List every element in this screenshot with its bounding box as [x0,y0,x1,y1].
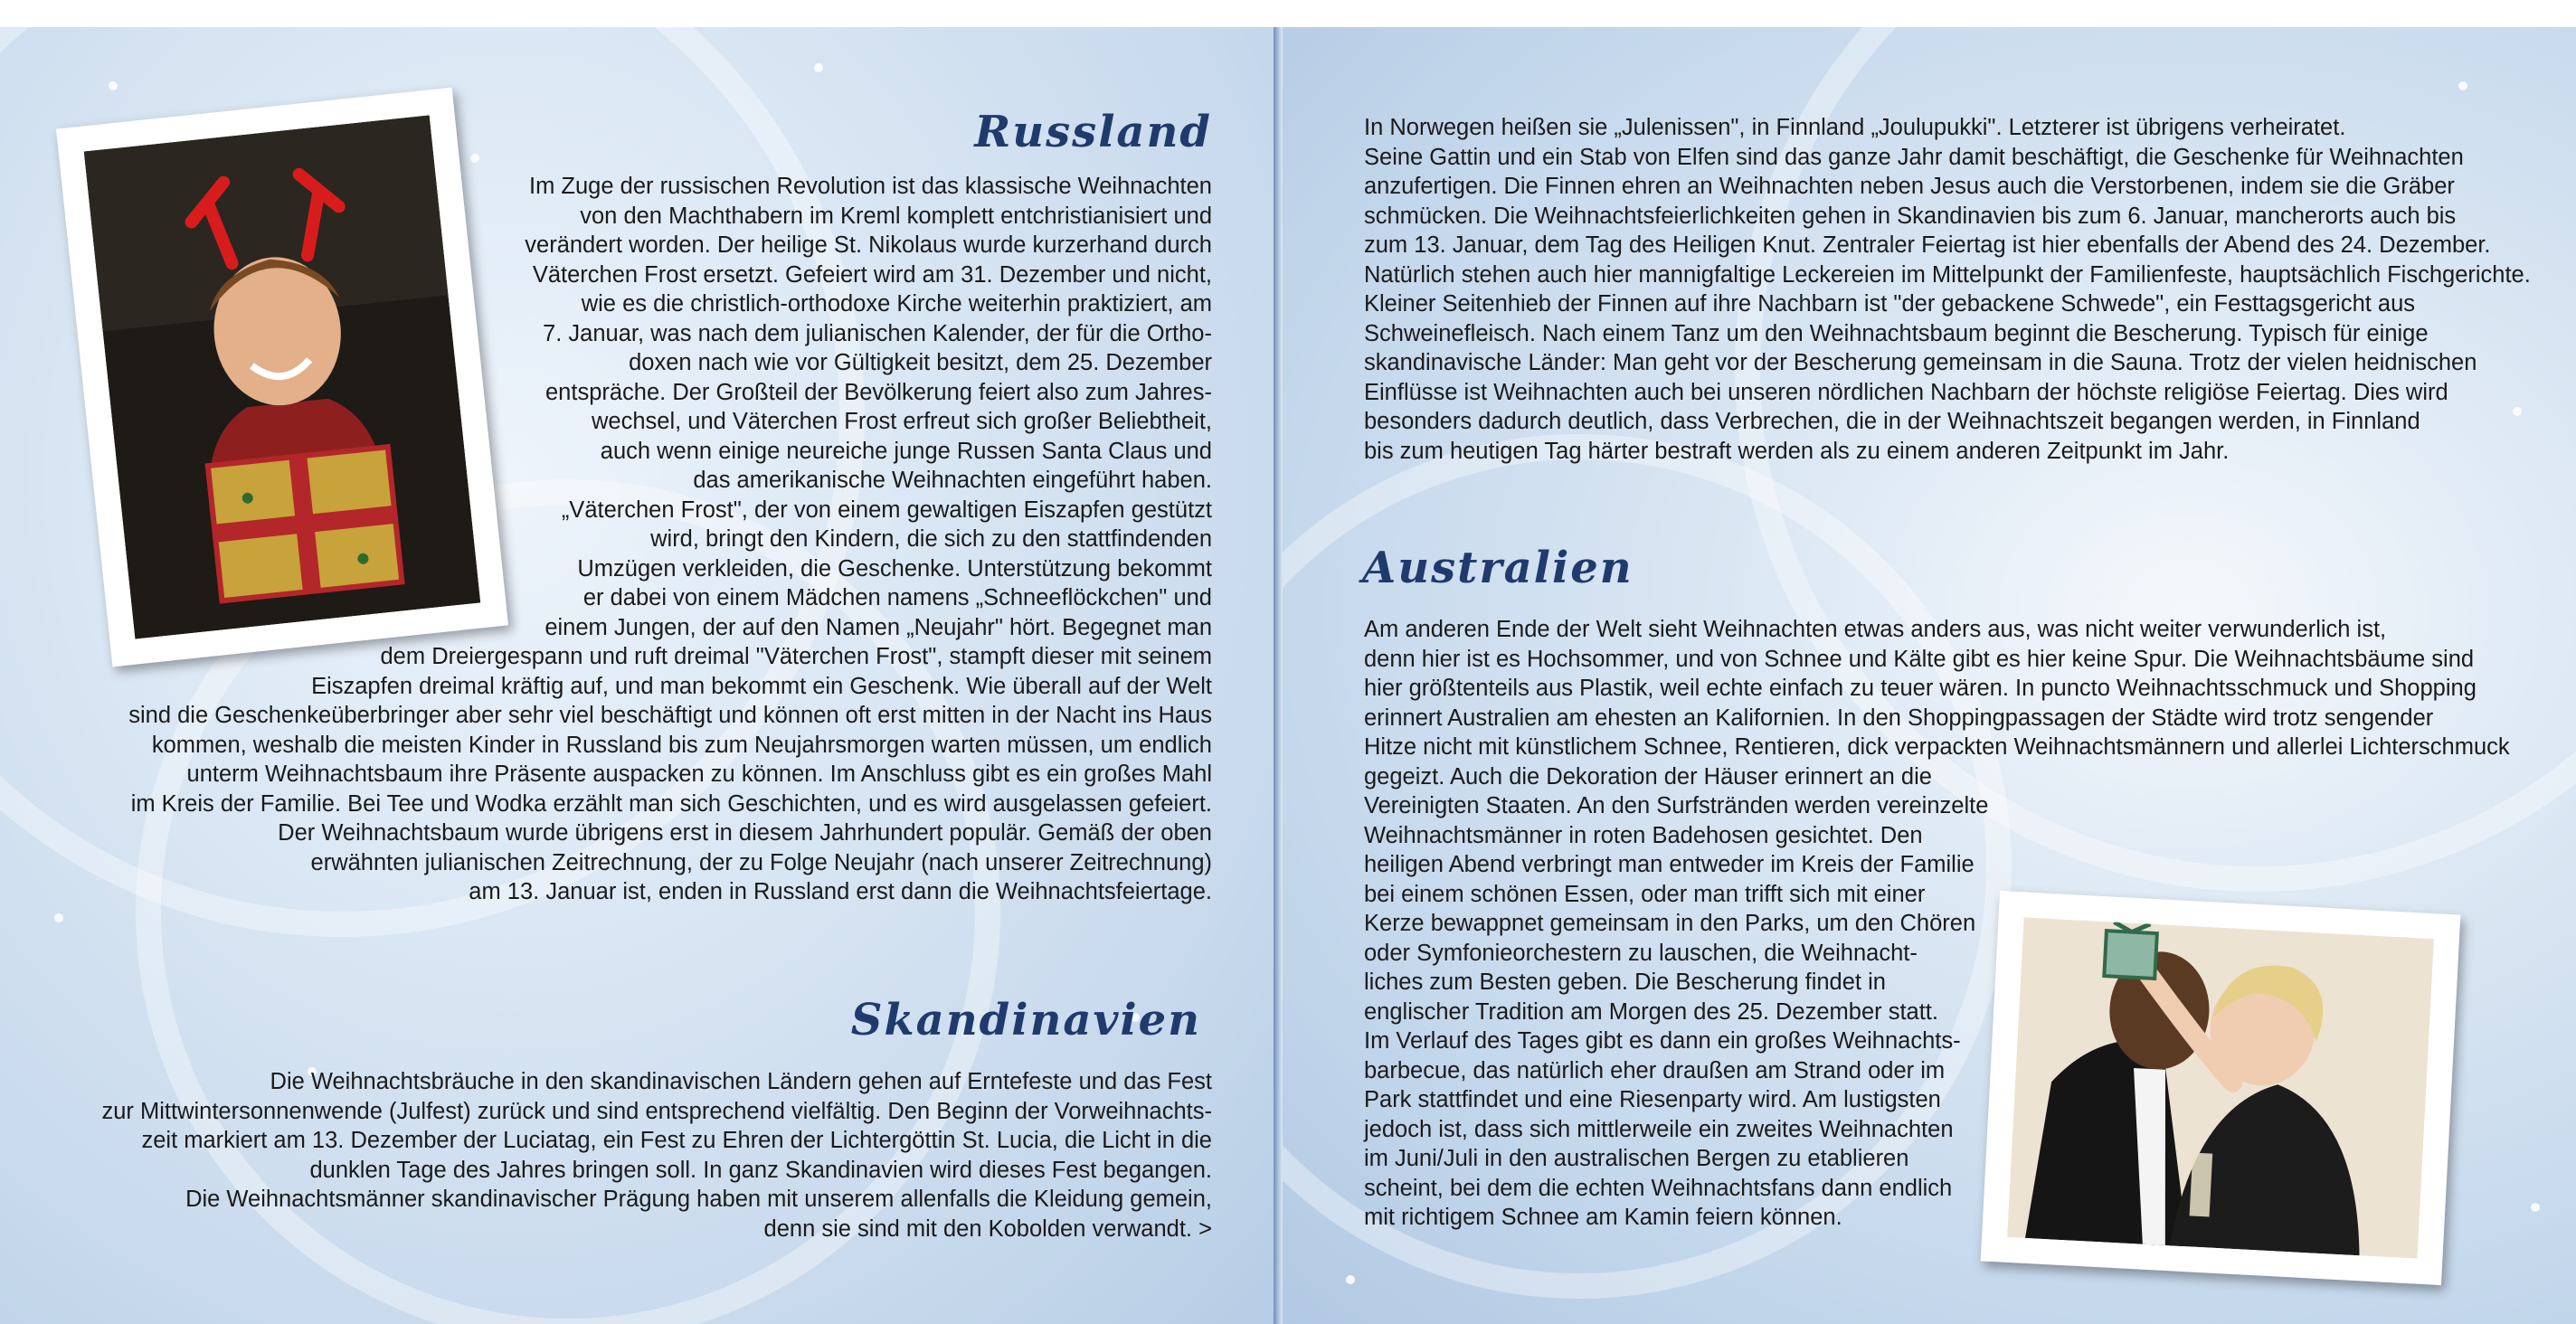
snowflake [1346,1275,1355,1284]
snowflake [2458,81,2467,90]
heading-australien: Australien [1362,543,1634,593]
skandinavien-body-text: Die Weihnachtsbräuche in den skandinavischen Ländern gehen auf Erntefeste und das Fest zur Mittwintersonnenwende (Julfest) zurück und sind entsprechend vielfältig. Den Beginn der Vorweihnachts- zeit markiert am 13. Dezember der Luciatag, ein Fest zu Ehren der Lichtergöttin St. Lucia, die Licht in die dunklen Tage des Jahres bringen soll. In ganz Skandinavien wird dieses Fest begangen. Die Weihnachtsmänner skandinavischer Prägung haben mit unserem allenfalls die Kleidung gemein, denn sie sind mit den Kobolden verwandt. > [101,1069,1212,1242]
photo-couple-celebrating [1981,891,2461,1285]
snowflake [470,154,479,163]
russland-body-text: Im Zuge der russischen Revolution ist das klassische Weihnachten von den Machthabern im Kreml komplett entchristianisiert und verändert worden. Der heilige St. Nikolaus wurde kurzerhand durch Väterchen Frost ersetzt. Gefeiert wird am 31. Dezember und nicht, wie es die christlich-orthodoxe Kirche weiterhin praktiziert, am 7. Januar, was nach dem julianischen Kalender, der für die Ortho- doxen nach wie vor Gültigkeit besitzt, dem 25. Dezember entspräche. Der Großteil der Bevölkerung feiert also zum Jahres- wechsel, und Väterchen Frost erfreut sich großer Beliebtheit, auch wenn einige neureiche junge Russen Santa Claus und das amerikanische Weihnachten eingeführt haben. „Väterchen Frost", der von einem gewaltigen Eiszapfen gestützt wird, bringt den Kindern, die sich zu den stattfindenden Umzügen verkleiden, die Geschenke. Unterstützung bekommt er dabei von einem Mädchen namens „Schneeflöckchen" und einem Jungen, der auf den Namen „Neujahr" hört. Begegnet man dem Dreiergespann und ruft dreimal "Väterchen Frost", stampft dieser mit seinem Eiszapfen dreimal kräftig auf, und man bekommt ein Geschenk. Wie überall auf der Welt sind die Geschenkeüberbringer aber sehr viel beschäftigt und können oft erst mitten in der Nacht ins Haus kommen, weshalb die meisten Kinder in Russland bis zum Neujahrsmorgen warten müssen, um endlich unterm Weihnachtsbaum ihre Präsente auspacken zu können. Im Anschluss gibt es ein großes Mahl im Kreis der Familie. Bei Tee und Wodka erzählt man sich Geschichten, und es wird ausgelassen gefeiert. Der Weihnachtsbaum wurde übrigens erst in diesem Jahrhundert populär. Gemäß der oben erwähnten julianischen Zeitrechnung, der zu Folge Neujahr (nach unserer Zeitrechnung) am 13. Januar ist, enden in Russland erst dann die Weihnachtsfeiertage. [128,174,1212,904]
snowflake [2531,1203,2540,1212]
snowflake [109,81,118,90]
australien-body-text-top: Am anderen Ende der Welt sieht Weihnachten etwas anders aus, was nicht weiter verwunderlich ist, denn hier ist es Hochsommer, und von Schnee und Kälte gibt es hier keine Spur. Die Weihnachtsbäume sind hier größtenteils aus Plastik, weil echte einfach zu teuer wären. In puncto Weihnachtsschmuck und Shopping erinnert Australien am ehesten an Kalifornien. In den Shoppingpassagen der Städte wird trotz sengender Hitze nicht mit künstlichem Schnee, Rentieren, dick verpackten Weihnachtsmännern und allerlei Lichterschmuck gegeizt. Auch die Dekoration der Häuser erinnert an die [1364,617,2510,790]
skandinavien-continued-text: In Norwegen heißen sie „Julenissen", in Finnland „Joulupukki". Letzterer ist übrigens verheiratet. Seine Gattin und ein Stab von Elfen sind das ganze Jahr damit beschäftigt, die Geschenke für Weihnachten anzufertigen. Die Finnen ehren an Weihnachten neben Jesus auch die Verstorbenen, indem sie die Gräber schmücken. Die Weihnachtsfeierlichkeiten gehen in Skandinavien bis zum 6. Januar, mancherorts auch bis zum 13. Januar, dem Tag des Heiligen Knut. Zentraler Feiertag ist hier ebenfalls der Abend des 24. Dezember. Natürlich stehen auch hier mannigfaltige Leckereien im Mittelpunkt der Familienfeste, hauptsächlich Fischgerichte. Kleiner Seitenhieb der Finnen auf ihre Nachbarn ist "der gebackene Schwede", ein Festtagsgericht aus Schweinefleisch. Nach einem Tanz um den Weihnachtsbaum beginnt die Bescherung. Typisch für einige skandinavische Länder: Man geht vor der Bescherung gemeinsam in die Sauna. Trotz der vielen heidnischen Einflüsse ist Weihnachten auch bei unseren nördlichen Nachbarn der höchste religiöse Feiertag. Dies wird besonders dadurch deutlich, dass Verbrechen, die in der Weihnachtszeit begangen werden, in Finnland bis zum heutigen Tag härter bestraft werden als zu einem anderen Zeitpunkt im Jahr. [1364,115,2531,464]
heading-russland: Russland [974,107,1212,157]
heading-skandinavien: Skandinavien [850,995,1201,1045]
snowflake [54,913,63,922]
couple-photo-illustration [2007,917,2434,1258]
book-gutter [1274,27,1283,1324]
snowflake [814,63,823,72]
right-page [1283,27,2576,1324]
australien-body-text-bottom: Vereinigten Staaten. An den Surfstränden werden vereinzelte Weihnachtsmänner in roten Badehosen gesichtet. Den heiligen Abend verbringt man entweder im Kreis der Familie bei einem schönen Essen, oder man trifft sich mit einer Kerze bewappnet gemeinsam in den Parks, um den Chören oder Symfonieorchestern zu lauschen, die Weihnacht- liches zum Besten geben. Die Bescherung findet in englischer Tradition am Morgen des 25. Dezember statt. Im Verlauf des Tages gibt es dann ein großes Weihnachts- barbecue, das natürlich eher draußen am Strand oder im Park stattfindet und eine Riesenparty wird. Am lustigsten jedoch ist, dass sich mittlerweile ein zweites Weihnachten im Juni/Juli in den australischen Bergen zu etablieren scheint, bei dem die echten Weihnachtsfans dann endlich mit richtigem Schnee am Kamin feiern können. [1364,793,1989,1230]
left-page [0,27,1274,1324]
